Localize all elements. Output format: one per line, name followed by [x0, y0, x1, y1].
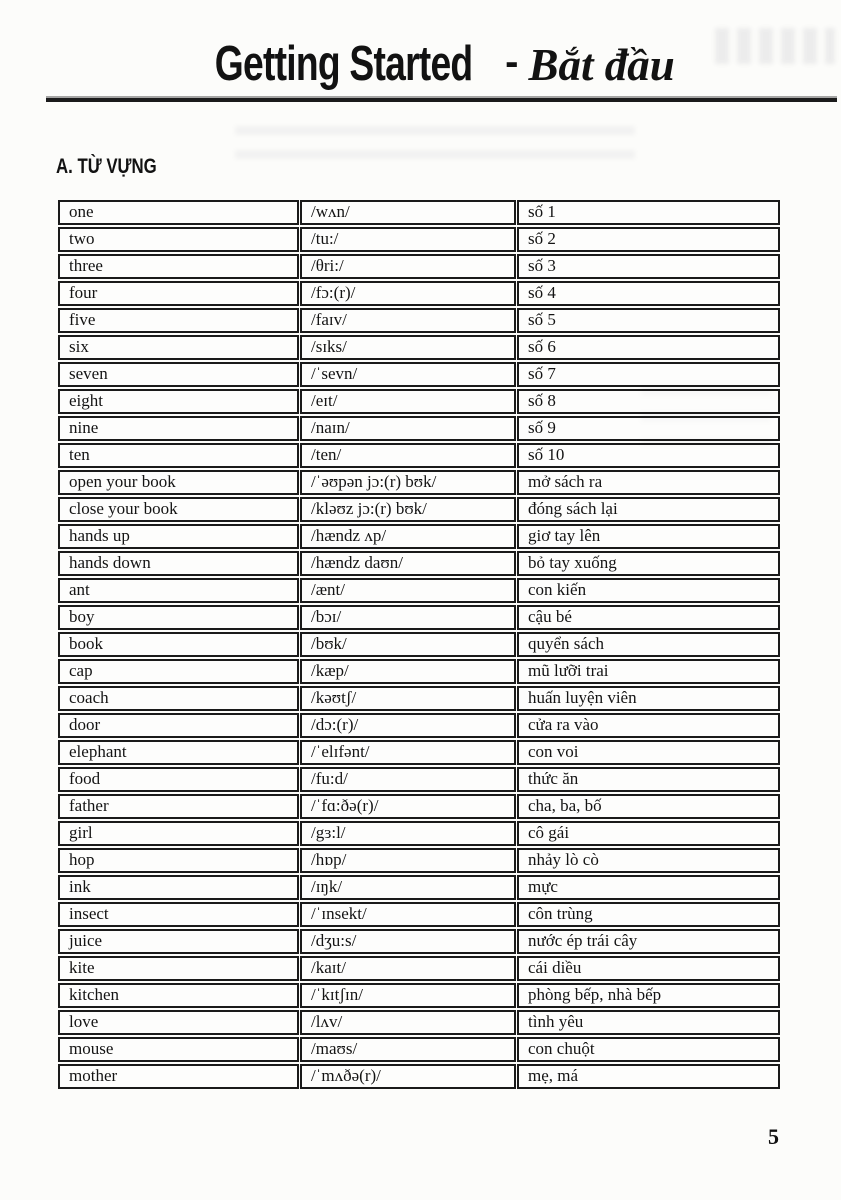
english-word-cell: four	[58, 281, 299, 306]
vietnamese-cell: giơ tay lên	[517, 524, 780, 549]
english-word-cell: ant	[58, 578, 299, 603]
vietnamese-cell: phòng bếp, nhà bếp	[517, 983, 780, 1008]
vocab-row	[58, 713, 780, 738]
phonetic-cell: /gɜ:l/	[300, 821, 516, 846]
phonetic-cell: /ɪŋk/	[300, 875, 516, 900]
english-word-cell: father	[58, 794, 299, 819]
english-word-cell: coach	[58, 686, 299, 711]
vietnamese-cell: mẹ, má	[517, 1064, 780, 1089]
vocab-row	[58, 200, 780, 225]
vocab-row	[58, 983, 780, 1008]
vietnamese-cell: nhảy lò cò	[517, 848, 780, 873]
english-word-cell: book	[58, 632, 299, 657]
phonetic-cell: /ˈfɑ:ðə(r)/	[300, 794, 516, 819]
phonetic-cell: /bʊk/	[300, 632, 516, 657]
phonetic-cell: /hændz daʊn/	[300, 551, 516, 576]
phonetic-cell: /eɪt/	[300, 389, 516, 414]
vietnamese-cell: bỏ tay xuống	[517, 551, 780, 576]
page-number: 5	[768, 1124, 779, 1149]
english-word-cell: ink	[58, 875, 299, 900]
scan-bleedthrough-under-title	[235, 126, 635, 168]
phonetic-cell: /ˈkɪtʃɪn/	[300, 983, 516, 1008]
vocab-row	[58, 767, 780, 792]
english-word-cell: hop	[58, 848, 299, 873]
english-word-cell: one	[58, 200, 299, 225]
vocab-row	[58, 902, 780, 927]
english-word-cell: mother	[58, 1064, 299, 1089]
english-word-cell: hands down	[58, 551, 299, 576]
phonetic-cell: /kəʊtʃ/	[300, 686, 516, 711]
english-word-cell: six	[58, 335, 299, 360]
english-word-cell: ten	[58, 443, 299, 468]
english-word-cell: mouse	[58, 1037, 299, 1062]
vocab-row	[58, 335, 780, 360]
english-word-cell: food	[58, 767, 299, 792]
english-word-cell: eight	[58, 389, 299, 414]
vietnamese-cell: số 4	[517, 281, 780, 306]
vocab-row	[58, 1064, 780, 1089]
phonetic-cell: /maʊs/	[300, 1037, 516, 1062]
vocab-row	[58, 1037, 780, 1062]
vietnamese-cell: tình yêu	[517, 1010, 780, 1035]
vietnamese-cell: số 7	[517, 362, 780, 387]
english-word-cell: five	[58, 308, 299, 333]
phonetic-cell: /hændz ʌp/	[300, 524, 516, 549]
vietnamese-cell: con chuột	[517, 1037, 780, 1062]
vietnamese-cell: số 1	[517, 200, 780, 225]
english-word-cell: kitchen	[58, 983, 299, 1008]
vietnamese-cell: cửa ra vào	[517, 713, 780, 738]
vocab-row	[58, 470, 780, 495]
phonetic-cell: /ten/	[300, 443, 516, 468]
vietnamese-cell: quyển sách	[517, 632, 780, 657]
phonetic-cell: /ænt/	[300, 578, 516, 603]
vietnamese-cell: mở sách ra	[517, 470, 780, 495]
section-heading: A. TỪ VỰNG	[56, 155, 157, 178]
phonetic-cell: /lʌv/	[300, 1010, 516, 1035]
vocab-row	[58, 416, 780, 441]
vietnamese-cell: số 8	[517, 389, 780, 414]
vietnamese-cell: côn trùng	[517, 902, 780, 927]
english-word-cell: kite	[58, 956, 299, 981]
vocab-row	[58, 821, 780, 846]
chapter-title-vietnamese: Bắt đầu	[528, 40, 675, 90]
vietnamese-cell: đóng sách lại	[517, 497, 780, 522]
vocab-row	[58, 605, 780, 630]
english-word-cell: love	[58, 1010, 299, 1035]
vietnamese-cell: con kiến	[517, 578, 780, 603]
phonetic-cell: /kæp/	[300, 659, 516, 684]
vocab-row	[58, 740, 780, 765]
vocab-row	[58, 362, 780, 387]
english-word-cell: girl	[58, 821, 299, 846]
vietnamese-cell: cậu bé	[517, 605, 780, 630]
vietnamese-cell: con voi	[517, 740, 780, 765]
vocab-row	[58, 443, 780, 468]
vietnamese-cell: thức ăn	[517, 767, 780, 792]
phonetic-cell: /ˈelɪfənt/	[300, 740, 516, 765]
vietnamese-cell: cô gái	[517, 821, 780, 846]
vocab-row	[58, 497, 780, 522]
vocab-row	[58, 848, 780, 873]
vietnamese-cell: số 6	[517, 335, 780, 360]
phonetic-cell: /fɔ:(r)/	[300, 281, 516, 306]
phonetic-cell: /tu:/	[300, 227, 516, 252]
vocab-row	[58, 686, 780, 711]
phonetic-cell: /fu:d/	[300, 767, 516, 792]
phonetic-cell: /bɔɪ/	[300, 605, 516, 630]
vietnamese-cell: số 5	[517, 308, 780, 333]
phonetic-cell: /hɒp/	[300, 848, 516, 873]
english-word-cell: open your book	[58, 470, 299, 495]
phonetic-cell: /naɪn/	[300, 416, 516, 441]
english-word-cell: three	[58, 254, 299, 279]
phonetic-cell: /wʌn/	[300, 200, 516, 225]
english-word-cell: elephant	[58, 740, 299, 765]
vietnamese-cell: số 10	[517, 443, 780, 468]
vietnamese-cell: số 9	[517, 416, 780, 441]
english-word-cell: two	[58, 227, 299, 252]
vocab-row	[58, 389, 780, 414]
phonetic-cell: /kləʊz jɔ:(r) bʊk/	[300, 497, 516, 522]
phonetic-cell: /ˈɪnsekt/	[300, 902, 516, 927]
vocab-row	[58, 1010, 780, 1035]
vocab-row	[58, 227, 780, 252]
phonetic-cell: /ˈəʊpən jɔ:(r) bʊk/	[300, 470, 516, 495]
english-word-cell: door	[58, 713, 299, 738]
english-word-cell: nine	[58, 416, 299, 441]
vocab-row	[58, 632, 780, 657]
vocab-table	[57, 198, 781, 1091]
vietnamese-cell: nước ép trái cây	[517, 929, 780, 954]
vocab-row	[58, 794, 780, 819]
phonetic-cell: /faɪv/	[300, 308, 516, 333]
phonetic-cell: /ˈsevn/	[300, 362, 516, 387]
phonetic-cell: /dʒu:s/	[300, 929, 516, 954]
vocab-row	[58, 578, 780, 603]
vocab-row	[58, 956, 780, 981]
title-underline-rule	[46, 98, 837, 102]
phonetic-cell: /sɪks/	[300, 335, 516, 360]
english-word-cell: cap	[58, 659, 299, 684]
vocab-row	[58, 281, 780, 306]
english-word-cell: juice	[58, 929, 299, 954]
english-word-cell: boy	[58, 605, 299, 630]
chapter-title	[0, 36, 841, 92]
english-word-cell: close your book	[58, 497, 299, 522]
phonetic-cell: /ˈmʌðə(r)/	[300, 1064, 516, 1089]
vietnamese-cell: cha, ba, bố	[517, 794, 780, 819]
phonetic-cell: /dɔ:(r)/	[300, 713, 516, 738]
vocab-row	[58, 551, 780, 576]
english-word-cell: insect	[58, 902, 299, 927]
vietnamese-cell: mũ lưỡi trai	[517, 659, 780, 684]
vietnamese-cell: số 2	[517, 227, 780, 252]
vietnamese-cell: huấn luyện viên	[517, 686, 780, 711]
english-word-cell: seven	[58, 362, 299, 387]
phonetic-cell: /θri:/	[300, 254, 516, 279]
vietnamese-cell: số 3	[517, 254, 780, 279]
phonetic-cell: /kaɪt/	[300, 956, 516, 981]
vocab-row	[58, 659, 780, 684]
vietnamese-cell: cái diều	[517, 956, 780, 981]
vocab-row	[58, 308, 780, 333]
chapter-title-separator: -	[505, 40, 519, 84]
english-word-cell: hands up	[58, 524, 299, 549]
chapter-title-english: Getting Started	[215, 37, 473, 91]
vocab-row	[58, 524, 780, 549]
vocab-row	[58, 929, 780, 954]
vocab-row	[58, 254, 780, 279]
vietnamese-cell: mực	[517, 875, 780, 900]
vocab-row	[58, 875, 780, 900]
